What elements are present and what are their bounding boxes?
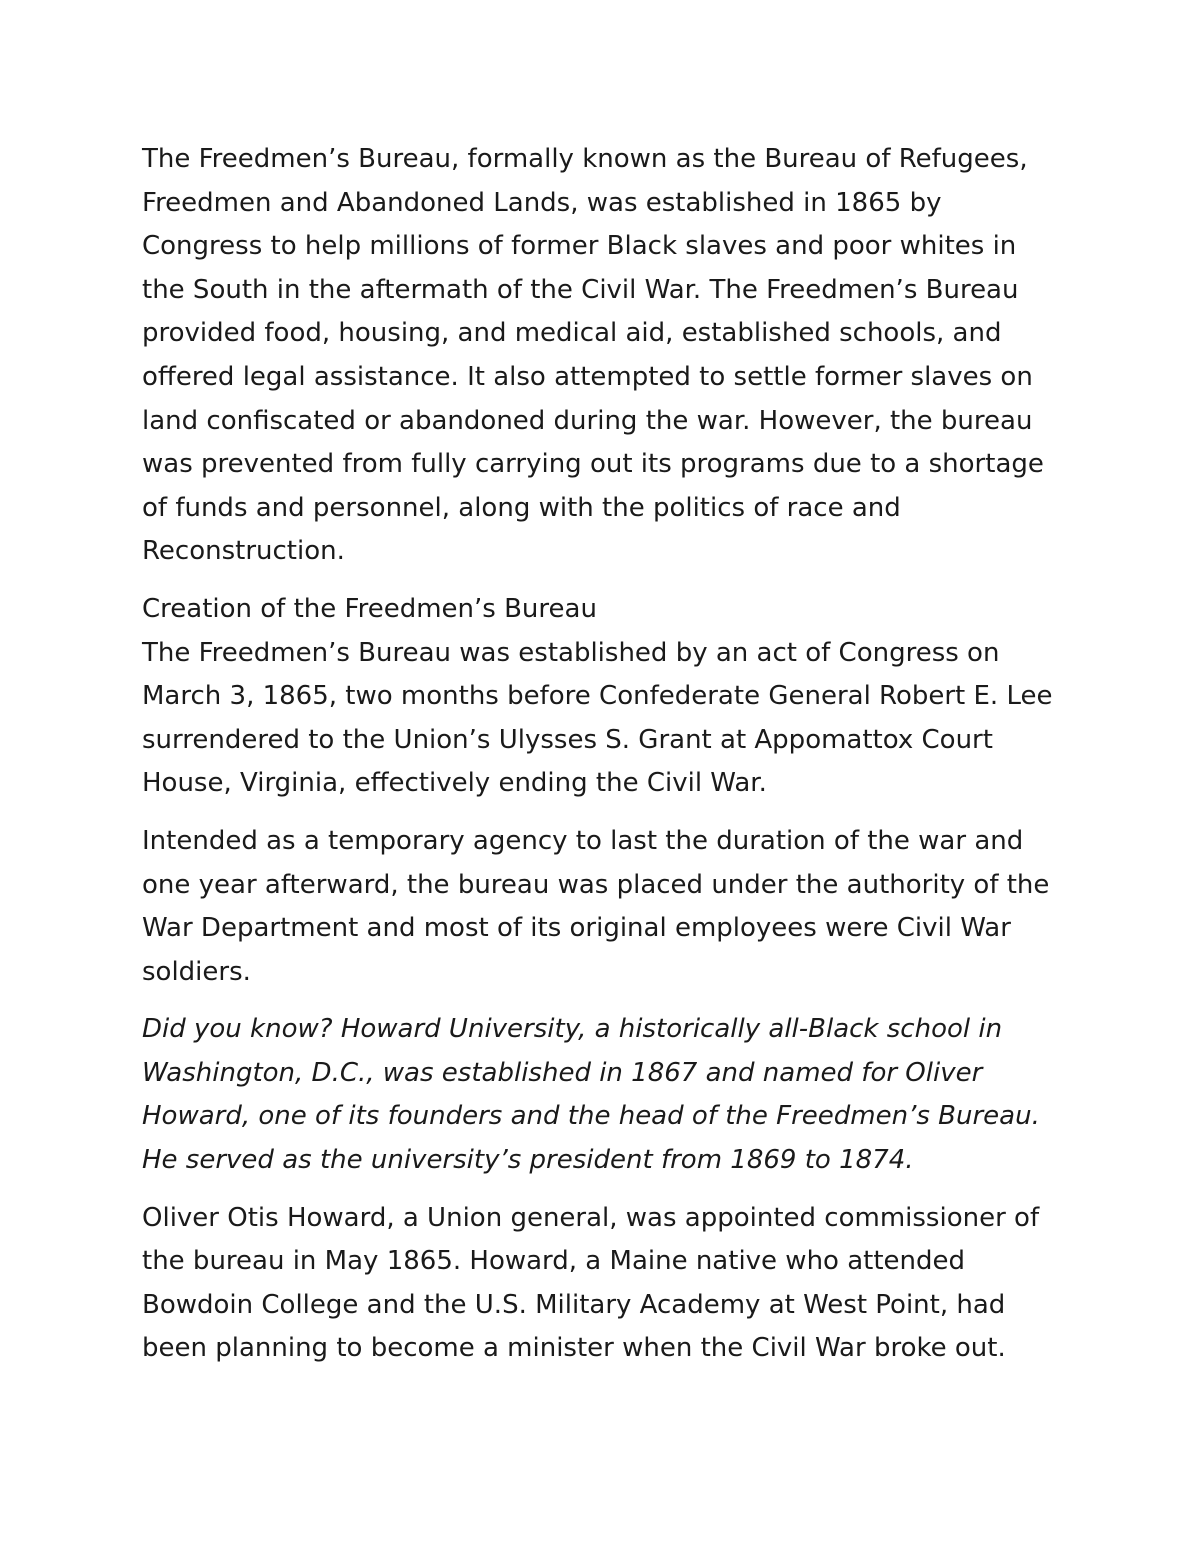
document-body — [142, 138, 1067, 1385]
section-heading: Creation of the Freedmen’s Bureau — [142, 593, 597, 624]
howard-paragraph: Oliver Otis Howard, a Union general, was appointed commissioner of the bureau in May 1865. Howard, a Maine native who attended Bowdoin College and the U.S. Military Academy at West Point, had been planning to become a minister when the Civil War broke out. — [142, 1202, 1040, 1364]
creation-paragraph: The Freedmen’s Bureau was established by an act of Congress on March 3, 1865, two months before Confederate General Robert E. Lee surrendered to the Union’s Ulysses S. Grant at Appomattox Court House, Virginia, effectively ending the Civil War. — [142, 637, 1053, 799]
intro-paragraph: The Freedmen’s Bureau, formally known as the Bureau of Refugees, Freedmen and Abandoned Lands, was established in 1865 by Congress to help millions of former Black slaves and poor whites in the South in the aftermath of the Civil War. The Freedmen’s Bureau provided food, housing, and medical aid, established schools, and offered legal assistance. It also attempted to settle former slaves on land confiscated or abandoned during the war. However, the bureau was prevented from fully carrying out its programs due to a shortage of funds and personnel, along with the politics of race and Reconstruction. — [142, 144, 1044, 567]
temporary-agency-paragraph: Intended as a temporary agency to last the duration of the war and one year afterward, the bureau was placed under the authority of the War Department and most of its original employees were Civil War soldiers. — [142, 825, 1050, 987]
did-you-know-paragraph: Did you know? Howard University, a historically all-Black school in Washington, D.C., was established in 1867 and named for Oliver Howard, one of its founders and the head of the Freedmen’s Bureau. He served as the university’s president from 1869 to 1874. — [142, 1014, 1040, 1176]
